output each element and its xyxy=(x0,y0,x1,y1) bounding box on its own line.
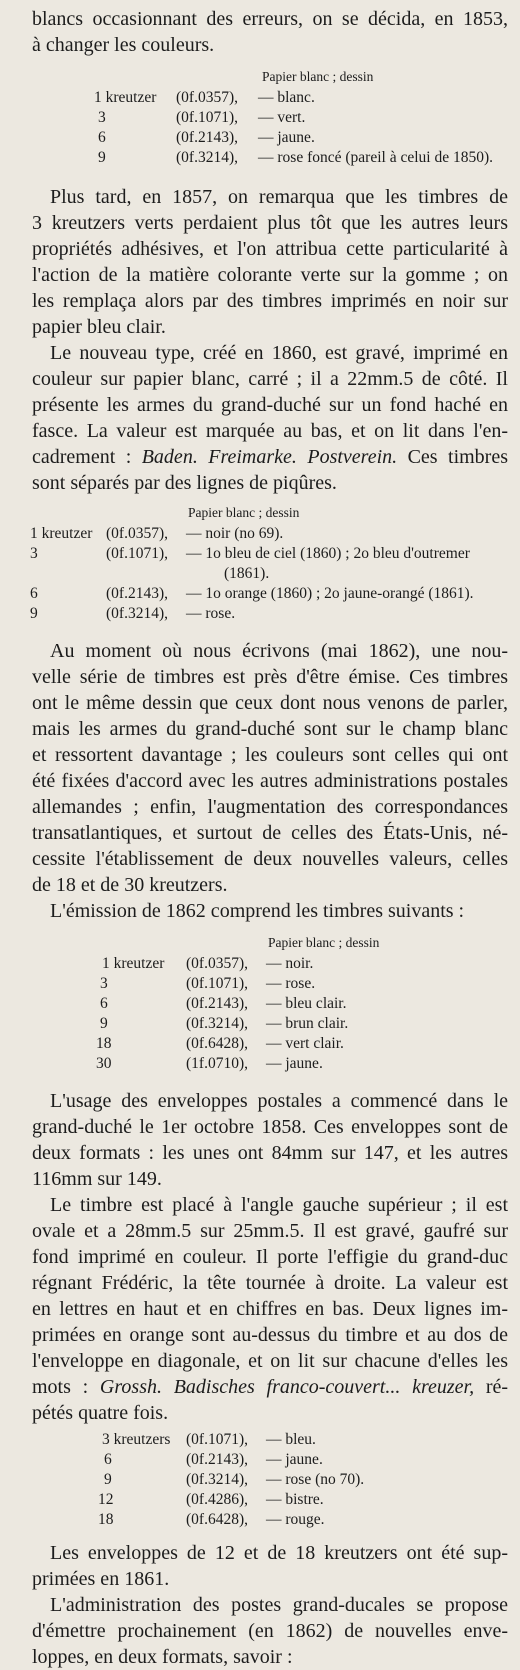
text-line: ovale et a 28mm.5 sur 25mm.5. Il est gravé, gaufré sur xyxy=(32,1220,508,1242)
table-row: 18 (0f.6428), — vert clair. xyxy=(96,1035,344,1052)
text-line: mots : Grossh. Badisches franco-couvert... kreuzer, ré- xyxy=(32,1376,509,1398)
table-row: 1 kreutzer (0f.0357), — blanc. xyxy=(94,89,315,106)
italic-text: Baden. Freimarke. Postverein. xyxy=(141,446,398,468)
text-line: L'usage des enveloppes postales a commencé dans le xyxy=(50,1090,508,1112)
table-row: 30 (1f.0710), — jaune. xyxy=(96,1055,323,1072)
text-line: propriétés adhésives, et l'on attribua cette particularité à xyxy=(32,238,508,260)
text-line: primées en 1861. xyxy=(32,1568,170,1590)
text-line: blancs occasionnant des erreurs, on se décida, en 1853, xyxy=(32,8,508,30)
text-line: présente les armes du grand-duché sur un fond haché en xyxy=(32,394,508,416)
text-line: allemandes ; enfin, l'augmentation des correspondances xyxy=(32,796,508,818)
table-row: 9 (0f.3214), — rose (no 70). xyxy=(104,1471,365,1488)
text-line: deux formats : les unes ont 84mm sur 147, et les autres xyxy=(32,1142,508,1164)
text-line: fond imprimé en couleur. Il porte l'effigie du grand-duc xyxy=(32,1246,508,1268)
text-line: les remplaça alors par des timbres imprimés en noir sur xyxy=(32,290,508,312)
table-row: 6 (0f.2143), — bleu clair. xyxy=(100,995,347,1012)
table-row: 18 (0f.6428), — rouge. xyxy=(98,1511,325,1528)
text-line: velle série de timbres est près d'être émise. Ces timbres xyxy=(32,666,508,688)
table-row: 6 (0f.2143), — jaune. xyxy=(98,129,315,146)
text-line: été fixées d'accord avec les autres administrations postales xyxy=(32,770,508,792)
text-line: L'émission de 1862 comprend les timbres suivants : xyxy=(50,900,465,922)
text-line: pétés quatre fois. xyxy=(32,1402,169,1424)
table-row: 12 (0f.4286), — bistre. xyxy=(98,1491,324,1508)
table-header: Papier blanc ; dessin xyxy=(188,505,300,520)
table-row: 9 (0f.3214), — rose foncé (pareil à celui de 1850). xyxy=(98,149,493,166)
text-line: et ressortent davantage ; les couleurs sont celles qui ont xyxy=(32,744,508,766)
table-row: 3 (0f.1071), — 1o bleu de ciel (1860) ; 2o bleu d'outremer xyxy=(30,545,470,562)
text-line: de 18 et de 30 kreutzers. xyxy=(32,874,228,896)
text-line: fasce. La valeur est marquée au bas, et on lit dans l'en- xyxy=(32,420,508,442)
table-row: 3 kreutzers (0f.1071), — bleu. xyxy=(102,1431,316,1448)
text-line: l'enveloppe en diagonale, et on lit sur chacune d'elles les xyxy=(32,1350,508,1372)
text-line: Au moment où nous écrivons (mai 1862), une nou- xyxy=(50,640,508,662)
text-line: couleur sur papier blanc, carré ; il a 22mm.5 de côté. Il xyxy=(32,368,508,390)
table-row: 1 kreutzer (0f.0357), — noir. xyxy=(102,955,314,972)
table-row: 1 kreutzer (0f.0357), — noir (no 69). xyxy=(30,525,284,542)
text-line: papier bleu clair. xyxy=(32,316,166,338)
text-line: cadrement : Baden. Freimarke. Postverein. Ces timbres xyxy=(32,446,509,468)
table-header: Papier blanc ; dessin xyxy=(268,935,380,950)
text-line: grand-duché le 1er octobre 1858. Ces enveloppes sont de xyxy=(32,1116,508,1138)
table-header: Papier blanc ; dessin xyxy=(262,69,374,84)
text-line: l'action de la matière colorante verte sur la gomme ; on xyxy=(32,264,508,286)
table-row: 3 (0f.1071), — vert. xyxy=(98,109,306,126)
table-row: 9 (0f.3214), — rose. xyxy=(30,605,236,622)
text-line: primées en orange sont au-dessus du timbre et au dos de xyxy=(32,1324,508,1346)
text-line: 3 kreutzers verts perdaient plus tôt que les autres leurs xyxy=(32,212,508,234)
text-line: d'émettre prochainement (en 1862) de nouvelles enve- xyxy=(32,1620,508,1642)
table-row: 6 (0f.2143), — jaune. xyxy=(104,1451,323,1468)
table-row: 6 (0f.2143), — 1o orange (1860) ; 2o jaune-orangé (1861). xyxy=(30,585,474,602)
text-line: mais les armes du grand-duché sont sur le champ blanc xyxy=(32,718,508,740)
text-line: L'administration des postes grand-ducales se propose xyxy=(50,1594,508,1616)
text-line: Plus tard, en 1857, on remarqua que les timbres de xyxy=(50,186,508,208)
text-line: sont séparés par des lignes de piqûres. xyxy=(32,472,337,494)
italic-text: Grossh. Badisches franco-couvert... kreuzer, xyxy=(99,1376,475,1398)
text-line: Le timbre est placé à l'angle gauche supérieur ; il est xyxy=(50,1194,508,1216)
text-line: cessite l'établissement de deux nouvelles valeurs, celles xyxy=(32,848,508,870)
text-line: à changer les couleurs. xyxy=(32,34,215,56)
table-row: (1861). xyxy=(224,565,270,582)
text-line: ont le même dessin que ceux dont nous venons de parler, xyxy=(32,692,508,714)
text-line: Le nouveau type, créé en 1860, est gravé, imprimé en xyxy=(50,342,508,364)
text-line: en lettres en haut et en chiffres en bas. Deux lignes im- xyxy=(32,1298,508,1320)
text-line: 116mm sur 149. xyxy=(32,1168,162,1190)
text-line: transatlantiques, et surtout de celles des États-Unis, né- xyxy=(32,822,508,844)
table-row: 3 (0f.1071), — rose. xyxy=(100,975,316,992)
text-line: Les enveloppes de 12 et de 18 kreutzers ont été sup- xyxy=(50,1542,508,1564)
table-row: 9 (0f.3214), — brun clair. xyxy=(100,1015,349,1032)
text-line: régnant Frédéric, la tête tournée à droite. La valeur est xyxy=(32,1272,508,1294)
text-line: loppes, en deux formats, savoir : xyxy=(32,1646,293,1668)
